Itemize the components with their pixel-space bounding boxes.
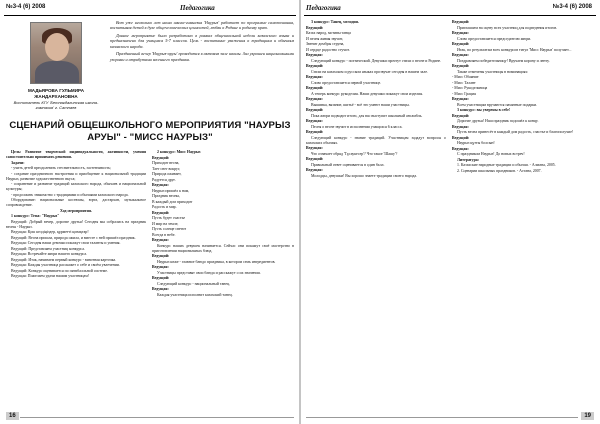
text-line: Итак, по результатам всех конкурсов титул 'Мисс Наурыз' получает... xyxy=(457,47,572,52)
text-line: 2 конкурс: Мисс Наурыз xyxy=(157,150,201,154)
text-line: Дорогие друзья! Наш праздник подошёл к концу. xyxy=(457,119,539,123)
text-line: Конкурс наших девушек начинается. Сейчас они покажут своё мастерство в приготовлении национальных блюд. xyxy=(152,243,294,253)
text-line: Приходит весна, xyxy=(152,161,180,165)
text-line: Ведущий: Добрый вечер, дорогие друзья! Сегодня мы собрались на праздник весны - Наурыз. xyxy=(6,219,146,229)
text-line: Ведущий: xyxy=(306,130,324,134)
intro-text xyxy=(110,20,294,64)
text-line: Ведущий: xyxy=(306,86,324,90)
author-info: Воспитатель КГУ 'Бетпакдалинская школа-гимназия' г. Сатпаев xyxy=(13,100,99,110)
text-line: 2. Сценарии школьных праздников. - Астана, 2007. xyxy=(457,168,542,173)
right-page xyxy=(300,0,600,424)
text-line: Следующий конкурс - знание традиций. Участницам зададут вопросы о казахских обычаях. xyxy=(306,135,446,145)
photo-body xyxy=(35,61,79,84)
text-line: Что означает обряд 'Тұсаукесер'? Что такое 'Шашу'? xyxy=(311,151,398,156)
footer-rule xyxy=(306,417,578,418)
header-title: Педагогика xyxy=(306,4,341,12)
text-line: Ведущий: Весна пришла, природа ожила, и вместе с ней пришёл праздник. xyxy=(11,235,136,240)
text-line: - Мисс Рукодельница xyxy=(452,86,488,90)
text-line: Радость и мир. xyxy=(152,205,177,209)
text-line: Следующий конкурс - поэтический. Девушки прочтут стихи о весне и Родине. xyxy=(311,58,442,63)
text-line: Пусть солнце светит xyxy=(152,227,187,231)
text-line: Слово предоставляется председателю жюри. xyxy=(457,36,532,41)
text-line: Также отмечены участницы в номинациях: xyxy=(457,69,529,74)
text-line: Ведущая: xyxy=(452,53,469,57)
text-line: Ведущая: xyxy=(306,75,323,79)
intro-paragraph: Данное мероприятие было разработано в рамках общешкольной недели казахского языка и предназначено для учащихся 5-7 классов. Цель - воспитание уважения к традициям и обычаям казахского народа. xyxy=(110,32,294,49)
header-rule xyxy=(4,15,296,16)
text-line: Ведущая: xyxy=(452,146,469,151)
intro-paragraph: Праздничный вечер 'Наурыз-аруы' проводится в актовом зале школы. Зал украшен национальными узорами и атрибутами весеннего праздника. xyxy=(110,51,294,62)
text-line: Ход мероприятия. xyxy=(60,208,92,213)
text-line: Всем участницам вручаются памятные подарки. xyxy=(457,102,538,107)
page-number: 19 xyxy=(581,412,594,420)
photo-face xyxy=(45,33,69,61)
text-line: Природа оживает, xyxy=(152,172,182,176)
text-line: Ведущая: Каждая участница расскажет о себе и своём увлечении. xyxy=(11,263,120,267)
text-line: Пока жюри подводит итоги, для вас выступит школьный ансамбль. xyxy=(311,113,423,118)
text-line: Всегда в небе. xyxy=(152,232,176,237)
text-line: Ведущая: xyxy=(152,238,169,242)
text-line: Наурыз көже - главное блюдо праздника, в котором семь ингредиентов. xyxy=(157,259,276,264)
text-line: Ведущий: xyxy=(306,64,324,68)
text-line: Ведущий: xyxy=(306,108,324,112)
text-line: Наурыз құтты болсын! xyxy=(457,141,495,145)
text-line: Ведущая: xyxy=(152,183,169,187)
text-line: А теперь конкурс рукоделия. Наши девушки покажут свои изделия. xyxy=(311,91,424,96)
text-line: Пусть весна принесёт в каждый дом радость, счастье и благополучие! xyxy=(457,130,574,134)
text-line: И сердце радостно стучит. xyxy=(306,47,350,52)
text-line: 1 конкурс: Тема: "Наурыз" xyxy=(11,214,60,218)
right-column-2 xyxy=(452,20,594,174)
text-line: Ведущий: xyxy=(452,135,470,140)
left-column-2 xyxy=(152,150,294,298)
text-line: Стихи на казахском и русском языках прозвучат сегодня в нашем зале. xyxy=(311,69,429,74)
header-title: Педагогика xyxy=(180,4,215,12)
text-line: С праздником Наурыз! До новых встреч! xyxy=(457,152,525,156)
text-line: Пусть будет счастье xyxy=(152,216,186,220)
text-line: Следующий конкурс - национальный танец. xyxy=(157,281,231,286)
footer-rule xyxy=(20,417,294,418)
text-line: Ведущая: Встречайте жюри нашего конкурса. xyxy=(11,252,88,256)
text-line: И мир на земле, xyxy=(152,221,179,226)
text-line: Каждая участница исполнит казахский танец. xyxy=(157,292,233,297)
text-line: Правильный ответ оценивается в один балл. xyxy=(311,162,385,167)
text-line: Ведущая: xyxy=(152,287,169,291)
text-line: Ведущий: xyxy=(452,20,470,24)
text-line: Цель: Развитие творческой индивидуальности, активности, умения самостоятельно принимать решения. xyxy=(6,150,146,159)
text-line: - Мисс Талант xyxy=(452,80,476,85)
text-line: Праздник весны, xyxy=(152,194,180,198)
text-line: Участницы представят свои блюда и расскажут о их значении. xyxy=(157,270,261,275)
page-number: 16 xyxy=(6,412,19,420)
text-line: Наурыз пришёл к нам, xyxy=(152,188,190,193)
text-line: В каждый дом приходит xyxy=(152,199,193,204)
text-line: - Мисс Грация xyxy=(452,91,476,96)
text-line: Ведущий: xyxy=(152,276,170,280)
text-line: - сохранение и развитие традиций казахского народа, обычаев и национальной культуры; xyxy=(6,182,146,191)
left-column-1 xyxy=(6,150,146,280)
text-line: Ведущий: xyxy=(152,210,170,215)
text-line: - продолжить знакомство с традициями и обычаями казахского народа. xyxy=(11,192,129,197)
text-line: Ведущий: xyxy=(452,64,470,68)
text-line: Ведущий: Итак, начинаем первый конкурс - визитная карточка. xyxy=(11,257,117,262)
text-line: - учить детей преодолевать стеснительность, застенчивость; xyxy=(11,166,112,170)
text-line: Слово предоставляется первой участнице. xyxy=(311,80,382,85)
text-line: Ведущая: xyxy=(306,168,323,172)
text-line: Звенит домбры струна, xyxy=(306,42,345,46)
text-line: Задачи: xyxy=(11,160,25,165)
text-line: Ведущая: xyxy=(452,31,469,35)
text-line: Молодцы, девушки! Вы хорошо знаете традиции своего народа. xyxy=(311,173,418,178)
text-line: Ведущий: xyxy=(152,254,170,258)
text-line: Ведущая: Пожелаем удачи нашим участницам! xyxy=(11,274,89,278)
author-name: МАДЬЯРОВА ГУЛЬМИРА ЖАНДАРХАНОВНА xyxy=(27,88,85,99)
text-line: 1. Казахские народные традиции и обычаи. - Алматы, 2005. xyxy=(457,163,556,167)
text-line: Казах народ, мотивы танца xyxy=(306,31,351,35)
text-line: Радуется друг. xyxy=(152,177,176,182)
text-line: Ведущий: xyxy=(306,157,324,161)
text-line: Ведущий: Представляем участниц конкурса. xyxy=(11,246,85,251)
text-line: - Мисс Обаяние xyxy=(452,75,479,79)
text-line: 3 конкурс: Танец, мелодия. xyxy=(311,20,359,24)
text-line: Тает снег вокруг, xyxy=(152,166,181,171)
text-line: Песня о весне звучит в исполнении учащихся 6 класса. xyxy=(311,124,403,129)
text-line: Ведущая: xyxy=(306,97,323,101)
text-line: Ведущий: Конкурс оценивается по пятибалльной системе. xyxy=(11,268,108,273)
text-line: Ведущая: xyxy=(306,146,323,150)
text-line: Ведущая: Қош келдіңіздер, құрметті қонақтар! xyxy=(11,230,89,234)
text-line: Ведущая: xyxy=(452,97,469,101)
text-line: Ведущая: xyxy=(306,119,323,123)
text-line: Ведущая: xyxy=(306,53,323,57)
author-photo xyxy=(30,22,82,84)
header-issue: №3-4 (6) 2008 xyxy=(552,4,592,10)
text-line: Ведущая: Сегодня наши девочки покажут свои таланты и умения. xyxy=(11,241,121,245)
text-line: Поздравляем победительницу! Вручаем корону и ленту. xyxy=(457,58,550,63)
text-line: Приглашаем на сцену всех участниц для подведения итогов. xyxy=(457,25,558,30)
text-line: Литература: xyxy=(457,157,479,162)
intro-paragraph: Вот уже несколько лет наша школа-гимназия 'Наурыз' работает по программе самопознания, воспитывая детей в духе общечеловеческих ценностей, любви к Родине и родному краю. xyxy=(110,20,294,31)
text-line: Вышивка, вязание, шитьё - всё это умеют наши участницы. xyxy=(311,102,410,107)
text-line: Оборудование: национальные костюмы, юрта, дастархан, музыкальное сопровождение. xyxy=(6,198,146,207)
header-rule xyxy=(304,15,596,16)
article-title: СЦЕНАРИЙ ОБЩЕШКОЛЬНОГО МЕРОПРИЯТИЯ "НАУРЫЗ АРУЫ" - "МИСС НАУРЫЗ" xyxy=(9,120,291,143)
text-line: Ведущий: xyxy=(452,42,470,46)
text-line: Ведущий: xyxy=(306,25,324,30)
right-column-1 xyxy=(306,20,446,179)
text-line: И песня живая звучит, xyxy=(306,36,343,41)
text-line: - создание праздничного настроения и приобщение к национальной традиции Наурыз, развитие художественного вкуса; xyxy=(6,171,146,181)
text-line: 3 конкурс: вы уверены в себе! xyxy=(457,108,511,112)
text-line: Ведущая: xyxy=(452,124,469,129)
text-line: Ведущая: xyxy=(152,265,169,269)
text-line: Ведущий: xyxy=(452,113,470,118)
header-issue: №3-4 (6) 2008 xyxy=(6,4,46,10)
text-line: Ведущий: xyxy=(152,155,170,160)
